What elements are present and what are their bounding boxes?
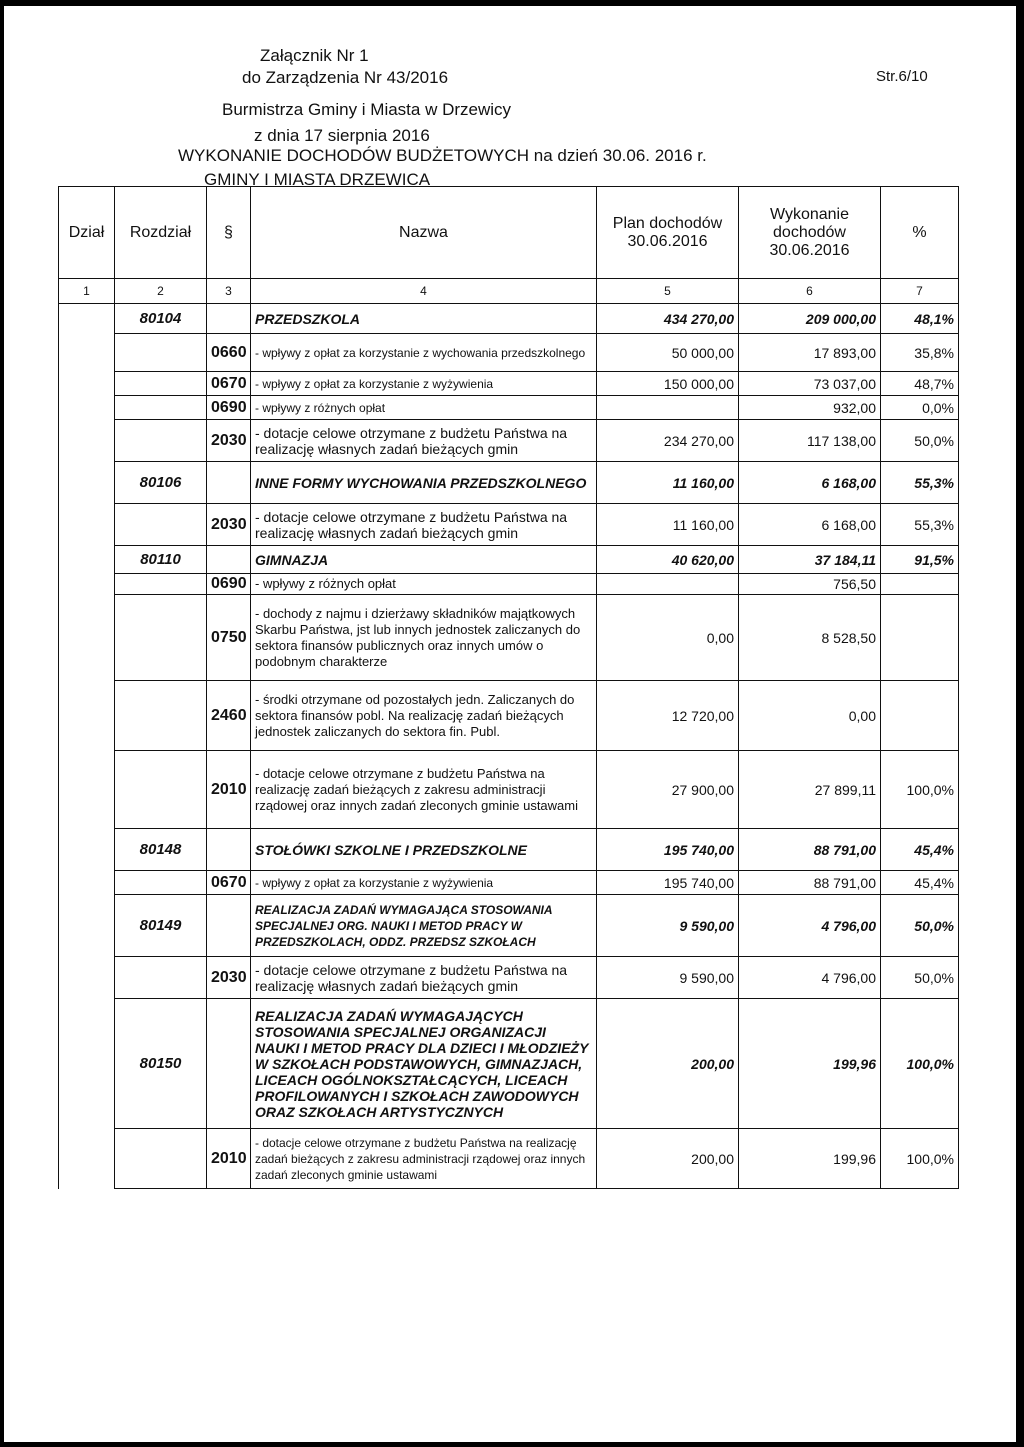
col-paragraph: §: [207, 187, 251, 279]
rozdzial-cell: [115, 751, 207, 829]
dzial-cell: [59, 751, 115, 829]
percent-cell: 45,4%: [881, 871, 959, 895]
dzial-cell: [59, 462, 115, 504]
name-cell: - wpływy z różnych opłat: [251, 574, 597, 595]
index-cell: 7: [881, 279, 959, 304]
percent-cell: 100,0%: [881, 999, 959, 1129]
name-cell: - wpływy z opłat za korzystanie z wyżywienia: [251, 871, 597, 895]
name-cell: - wpływy z różnych opłat: [251, 396, 597, 420]
dzial-cell: [59, 999, 115, 1129]
name-cell: - dotacje celowe otrzymane z budżetu Państwa na realizację zadań bieżących z zakresu administracji rządowej oraz innych zadań zleconych gminie ustawami: [251, 751, 597, 829]
name-cell: GIMNAZJA: [251, 546, 597, 574]
chapter-row: [59, 546, 959, 574]
dzial-cell: [59, 420, 115, 462]
plan-cell: [597, 396, 739, 420]
execution-cell: 199,96: [739, 999, 881, 1129]
plan-cell: 195 740,00: [597, 829, 739, 871]
table-row: [59, 871, 959, 895]
rozdzial-cell: [115, 372, 207, 396]
plan-cell: 200,00: [597, 999, 739, 1129]
paragraph-cell: [207, 546, 251, 574]
rozdzial-cell: 80104: [115, 304, 207, 334]
paragraph-cell: 0690: [207, 396, 251, 420]
dzial-cell: [59, 895, 115, 957]
paragraph-cell: 2010: [207, 1129, 251, 1189]
rozdzial-cell: 80149: [115, 895, 207, 957]
dzial-cell: [59, 574, 115, 595]
name-cell: REALIZACJA ZADAŃ WYMAGAJĄCA STOSOWANIA SPECJALNEJ ORG. NAUKI I METOD PRACY W PRZEDSZKOLACH, ODDZ. PRZEDSZ SZKOŁACH: [251, 895, 597, 957]
plan-cell: 150 000,00: [597, 372, 739, 396]
percent-cell: 50,0%: [881, 957, 959, 999]
table-row: [59, 1129, 959, 1189]
rozdzial-cell: [115, 574, 207, 595]
plan-cell: [597, 574, 739, 595]
percent-cell: 100,0%: [881, 751, 959, 829]
percent-cell: 55,3%: [881, 462, 959, 504]
index-cell: 1: [59, 279, 115, 304]
table-row: [59, 957, 959, 999]
report-title: WYKONANIE DOCHODÓW BUDŻETOWYCH na dzień 30.06. 2016 r.: [178, 146, 707, 165]
rozdzial-cell: [115, 504, 207, 546]
paragraph-cell: 2460: [207, 681, 251, 751]
dzial-cell: [59, 681, 115, 751]
execution-cell: 117 138,00: [739, 420, 881, 462]
chapter-row: [59, 304, 959, 334]
percent-cell: 0,0%: [881, 396, 959, 420]
order-date: z dnia 17 sierpnia 2016: [254, 126, 430, 145]
name-cell: - dotacje celowe otrzymane z budżetu Państwa na realizację własnych zadań bieżących gmin: [251, 504, 597, 546]
percent-cell: 45,4%: [881, 829, 959, 871]
paragraph-cell: [207, 999, 251, 1129]
execution-cell: 27 899,11: [739, 751, 881, 829]
rozdzial-cell: [115, 595, 207, 681]
dzial-cell: [59, 372, 115, 396]
execution-cell: 4 796,00: [739, 895, 881, 957]
rozdzial-cell: [115, 396, 207, 420]
percent-cell: 55,3%: [881, 504, 959, 546]
percent-cell: 50,0%: [881, 420, 959, 462]
paragraph-cell: 0670: [207, 372, 251, 396]
execution-cell: 6 168,00: [739, 504, 881, 546]
paragraph-cell: 0670: [207, 871, 251, 895]
paragraph-cell: 0690: [207, 574, 251, 595]
rozdzial-cell: 80106: [115, 462, 207, 504]
execution-cell: 199,96: [739, 1129, 881, 1189]
rozdzial-cell: [115, 1129, 207, 1189]
plan-cell: 234 270,00: [597, 420, 739, 462]
index-row: [59, 279, 959, 304]
paragraph-cell: 2030: [207, 504, 251, 546]
execution-cell: 209 000,00: [739, 304, 881, 334]
table-row: [59, 372, 959, 396]
name-cell: - wpływy z opłat za korzystanie z wychowania przedszkolnego: [251, 334, 597, 372]
dzial-cell: [59, 595, 115, 681]
dzial-cell: [59, 304, 115, 334]
execution-cell: 73 037,00: [739, 372, 881, 396]
execution-cell: 37 184,11: [739, 546, 881, 574]
table-header-row: [59, 187, 959, 279]
plan-cell: 27 900,00: [597, 751, 739, 829]
name-cell: - dochody z najmu i dzierżawy składników majątkowych Skarbu Państwa, jst lub innych jednostek zaliczanych do sektora finansów publicznych oraz innych umów o podobnym charakterze: [251, 595, 597, 681]
index-cell: 6: [739, 279, 881, 304]
execution-cell: 17 893,00: [739, 334, 881, 372]
execution-cell: 756,50: [739, 574, 881, 595]
plan-cell: 11 160,00: [597, 504, 739, 546]
table-row: [59, 420, 959, 462]
plan-cell: 195 740,00: [597, 871, 739, 895]
rozdzial-cell: [115, 334, 207, 372]
paragraph-cell: [207, 462, 251, 504]
plan-cell: 200,00: [597, 1129, 739, 1189]
paragraph-cell: 0750: [207, 595, 251, 681]
plan-cell: 40 620,00: [597, 546, 739, 574]
index-cell: 3: [207, 279, 251, 304]
dzial-cell: [59, 546, 115, 574]
dzial-cell: [59, 829, 115, 871]
mayor-line: Burmistrza Gminy i Miasta w Drzewicy: [222, 100, 512, 119]
paragraph-cell: 0660: [207, 334, 251, 372]
plan-cell: 9 590,00: [597, 895, 739, 957]
dzial-cell: [59, 334, 115, 372]
name-cell: - środki otrzymane od pozostałych jedn. Zaliczanych do sektora finansów pobl. Na realizację zadań bieżących jednostek zaliczanych do sektora fin. Publ.: [251, 681, 597, 751]
chapter-row: [59, 462, 959, 504]
table-row: [59, 574, 959, 595]
municipality-name: GMINY I MIASTA DRZEWICA: [204, 170, 431, 189]
percent-cell: [881, 595, 959, 681]
table-row: [59, 681, 959, 751]
chapter-row: [59, 829, 959, 871]
execution-cell: 88 791,00: [739, 871, 881, 895]
plan-cell: 434 270,00: [597, 304, 739, 334]
rozdzial-cell: 80150: [115, 999, 207, 1129]
name-cell: - dotacje celowe otrzymane z budżetu Państwa na realizację zadań bieżących z zakresu administracji rządowej oraz innych zadań zleconych gminie ustawami: [251, 1129, 597, 1189]
name-cell: INNE FORMY WYCHOWANIA PRZEDSZKOLNEGO: [251, 462, 597, 504]
attachment-title: Załącznik Nr 1: [260, 46, 369, 65]
rozdzial-cell: [115, 420, 207, 462]
rozdzial-cell: [115, 871, 207, 895]
execution-cell: 4 796,00: [739, 957, 881, 999]
paragraph-cell: [207, 304, 251, 334]
dzial-cell: [59, 871, 115, 895]
col-nazwa: Nazwa: [251, 187, 597, 279]
percent-cell: [881, 574, 959, 595]
col-rozdzial: Rozdział: [115, 187, 207, 279]
rozdzial-cell: 80148: [115, 829, 207, 871]
page-number: Str.6/10: [876, 68, 928, 85]
paragraph-cell: 2010: [207, 751, 251, 829]
dzial-cell: [59, 396, 115, 420]
col-dzial: Dział: [59, 187, 115, 279]
rozdzial-cell: 80110: [115, 546, 207, 574]
col-percent: %: [881, 187, 959, 279]
plan-cell: 12 720,00: [597, 681, 739, 751]
plan-cell: 11 160,00: [597, 462, 739, 504]
index-cell: 2: [115, 279, 207, 304]
execution-cell: 8 528,50: [739, 595, 881, 681]
percent-cell: 100,0%: [881, 1129, 959, 1189]
index-cell: 4: [251, 279, 597, 304]
order-number: do Zarządzenia Nr 43/2016: [242, 68, 449, 87]
percent-cell: [881, 681, 959, 751]
execution-cell: 6 168,00: [739, 462, 881, 504]
execution-cell: 932,00: [739, 396, 881, 420]
paragraph-cell: 2030: [207, 957, 251, 999]
name-cell: - dotacje celowe otrzymane z budżetu Państwa na realizację własnych zadań bieżących gmin: [251, 420, 597, 462]
chapter-row: [59, 999, 959, 1129]
percent-cell: 48,7%: [881, 372, 959, 396]
percent-cell: 91,5%: [881, 546, 959, 574]
name-cell: REALIZACJA ZADAŃ WYMAGAJĄCYCH STOSOWANIA SPECJALNEJ ORGANIZACJI NAUKI I METOD PRACY DLA DZIECI I MŁODZIEŻY W SZKOŁACH PODSTAWOWYCH, GIMNAZJACH, LICEACH OGÓLNOKSZTAŁCĄCYCH, LICEACH PROFILOWANYCH I SZKOŁACH ZAWODOWYCH ORAZ SZKOŁACH ARTYSTYCZNYCH: [251, 999, 597, 1129]
percent-cell: 35,8%: [881, 334, 959, 372]
table-row: [59, 504, 959, 546]
document-page: [4, 6, 1016, 1442]
plan-cell: 9 590,00: [597, 957, 739, 999]
name-cell: - wpływy z opłat za korzystanie z wyżywienia: [251, 372, 597, 396]
rozdzial-cell: [115, 681, 207, 751]
income-table: [58, 186, 959, 1189]
execution-cell: 88 791,00: [739, 829, 881, 871]
paragraph-cell: [207, 895, 251, 957]
col-plan: Plan dochodów 30.06.2016: [597, 187, 739, 279]
execution-cell: 0,00: [739, 681, 881, 751]
dzial-cell: [59, 957, 115, 999]
paragraph-cell: [207, 829, 251, 871]
index-cell: 5: [597, 279, 739, 304]
percent-cell: 48,1%: [881, 304, 959, 334]
col-wykonanie: Wykonanie dochodów 30.06.2016: [739, 187, 881, 279]
dzial-cell: [59, 1129, 115, 1189]
chapter-row: [59, 895, 959, 957]
percent-cell: 50,0%: [881, 895, 959, 957]
plan-cell: 0,00: [597, 595, 739, 681]
name-cell: PRZEDSZKOLA: [251, 304, 597, 334]
table-row: [59, 595, 959, 681]
table-row: [59, 396, 959, 420]
rozdzial-cell: [115, 957, 207, 999]
paragraph-cell: 2030: [207, 420, 251, 462]
name-cell: STOŁÓWKI SZKOLNE I PRZEDSZKOLNE: [251, 829, 597, 871]
table-row: [59, 751, 959, 829]
name-cell: - dotacje celowe otrzymane z budżetu Państwa na realizację własnych zadań bieżących gmin: [251, 957, 597, 999]
table-row: [59, 334, 959, 372]
dzial-cell: [59, 504, 115, 546]
plan-cell: 50 000,00: [597, 334, 739, 372]
